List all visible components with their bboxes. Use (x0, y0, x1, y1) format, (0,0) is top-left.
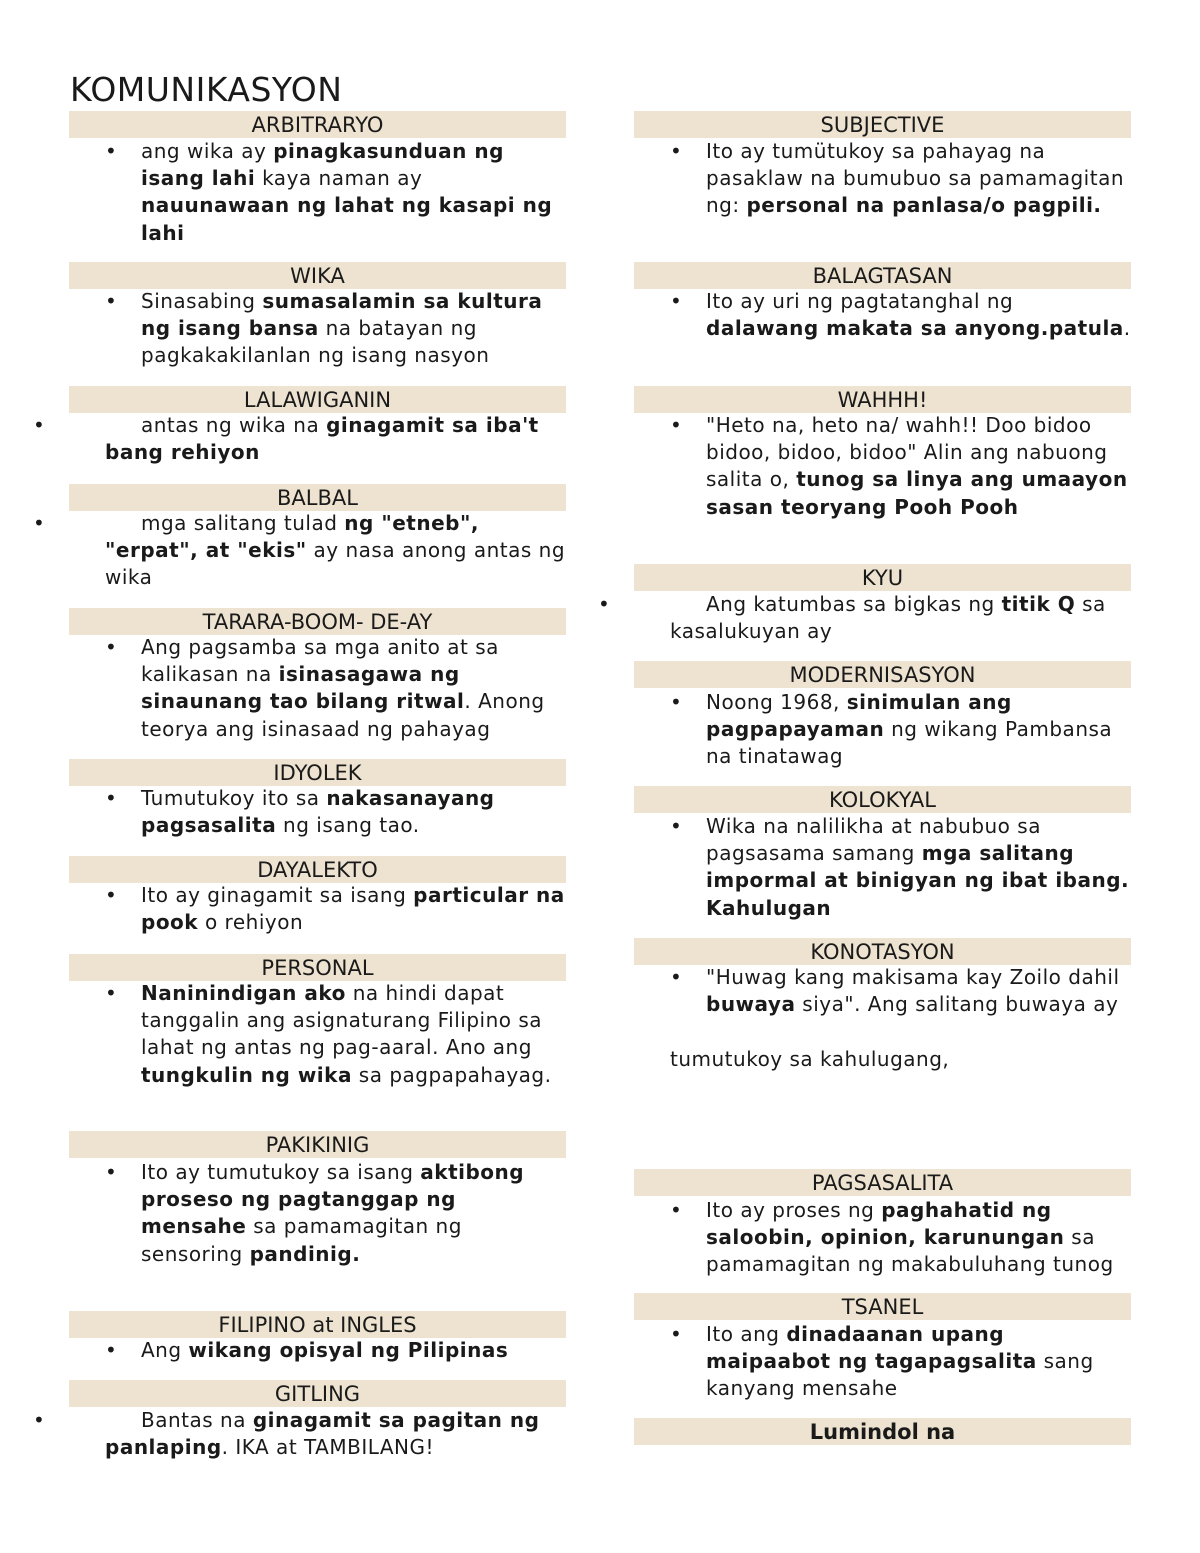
definition-text: sa pagpapahayag. (351, 1062, 552, 1087)
definition-bullet-item (634, 689, 1131, 771)
definition-bullet-item (634, 964, 1131, 1018)
term-heading-lumindol-na: Lumindol na (634, 1418, 1131, 1445)
definition-text: Ito ay tumutukoy sa isang (141, 1160, 421, 1184)
definition-emphasis: wikang opisyal ng Pilipinas (188, 1338, 509, 1362)
definition-bullet-item (598, 591, 1131, 645)
definition-bullet-item (69, 1337, 566, 1364)
definition-bullet-item (33, 510, 566, 592)
definition-text: na batayan ng pagkakakilanlan ng isang nasyon (141, 316, 490, 368)
definition-text: Ang pagsamba sa mga anito at sa kalikasan na (141, 635, 499, 687)
definition-emphasis: mga salitang impormal at binigyan ng ibat ibang. Kahulugan (706, 841, 1130, 920)
definition-emphasis: sinimulan ang pagpapayaman (706, 690, 1012, 742)
definition-emphasis: personal na panlasa/o pagpili. (746, 193, 1102, 218)
definition-text: ng wikang Pambansa na tinatawag (706, 717, 1113, 769)
definition-emphasis: nauunawaan ng lahat ng kasapi ng lahi (141, 193, 553, 245)
page-title: KOMUNIKASYON (70, 70, 343, 109)
definition-text: ay nasa anong antas ng wika (105, 538, 566, 590)
bullet-icon: • (670, 289, 683, 313)
definition-bullet-item (69, 1159, 566, 1268)
definition-text: Bantas na (141, 1408, 253, 1432)
definition-bullet-item (634, 1197, 1131, 1279)
term-heading-personal: PERSONAL (69, 954, 566, 981)
definition-emphasis: pinagkasunduan ng isang lahi (141, 139, 504, 191)
term-heading-balagtasan: BALAGTASAN (634, 262, 1131, 289)
definition-bullet-item (33, 1407, 566, 1461)
bullet-icon: • (670, 1198, 683, 1222)
term-heading-arbitraryo: ARBITRARYO (69, 111, 566, 138)
bullet-icon: • (105, 289, 118, 313)
term-heading-balbal: BALBAL (69, 484, 566, 511)
definition-bullet-item (69, 882, 566, 936)
definition-text: kaya naman ay (255, 166, 423, 191)
definition-text: sa kasalukuyan ay (670, 592, 1106, 644)
definition-text: sang kanyang mensahe (706, 1349, 1094, 1401)
definition-text: Ito ay ginagamit sa isang (141, 883, 414, 907)
bullet-icon: • (670, 814, 683, 838)
definition-text: Tumutukoy ito sa (141, 786, 327, 810)
definition-emphasis: particular na pook (141, 883, 565, 935)
definition-emphasis: pandinig. (249, 1241, 361, 1266)
definition-text: ang wika ay (141, 139, 274, 163)
term-heading-wika: WIKA (69, 262, 566, 289)
definition-emphasis: titik Q (1001, 592, 1076, 616)
definition-text: siya". Ang salitang buwaya ay (795, 992, 1119, 1017)
bullet-icon: • (105, 786, 118, 810)
definition-text: Ito ay proses ng (706, 1198, 882, 1222)
definition-emphasis: paghahatid ng saloobin, opinion, karunungan (706, 1198, 1065, 1250)
definition-text: Ito ang (706, 1322, 787, 1346)
bullet-icon: • (105, 883, 118, 907)
definition-bullet-item (69, 288, 566, 370)
definition-emphasis: Naninindigan ako (141, 981, 346, 1005)
definition-text: sa pamamagitan ng sensoring (141, 1214, 462, 1266)
term-heading-pagsasalita: PAGSASALITA (634, 1169, 1131, 1196)
bullet-icon: • (670, 690, 683, 714)
definition-emphasis: buwaya (706, 992, 796, 1017)
definition-emphasis: dinadaanan upang maipaabot ng tagapagsalita (706, 1322, 1037, 1374)
definition-bullet-item (634, 1321, 1131, 1403)
definition-text: . (1123, 316, 1131, 341)
definition-text: . Anong teorya ang isinasaad ng pahayag (141, 689, 545, 741)
definition-text: antas ng wika na (141, 413, 327, 437)
bullet-icon: • (33, 413, 46, 437)
definition-text: "Huwag kang makisama kay Zoilo dahil (706, 965, 1120, 989)
bullet-icon: • (33, 1408, 46, 1432)
term-heading-tsanel: TSANEL (634, 1293, 1131, 1320)
definition-text: Noong 1968, (706, 690, 847, 714)
definition-emphasis: ginagamit sa iba't bang rehiyon (105, 413, 539, 465)
definition-bullet-item (634, 813, 1131, 922)
definition-text: Ito ay uri ng pagtatanghal ng (706, 289, 1014, 313)
definition-continuation: tumutukoy sa kahulugang, (670, 1047, 950, 1071)
bullet-icon: • (105, 139, 118, 163)
definition-bullet-item (69, 980, 566, 1089)
definition-bullet-item (634, 288, 1131, 342)
definition-text: Ang katumbas sa bigkas ng (706, 592, 1002, 616)
term-heading-idyolek: IDYOLEK (69, 759, 566, 786)
definition-text: mga salitang tulad (141, 511, 345, 535)
bullet-icon: • (33, 511, 46, 535)
term-heading-modernisasyon: MODERNISASYON (634, 661, 1131, 688)
bullet-icon: • (105, 1338, 118, 1362)
definition-bullet-item (33, 412, 566, 466)
term-heading-tarara-boom-de-ay: TARARA-BOOM- DE-AY (69, 608, 566, 635)
definition-text: Wika na nalilikha at nabubuo sa pagsasama samang (706, 814, 1041, 866)
definition-emphasis: ng "etneb", "erpat", at "ekis" (105, 511, 479, 563)
definition-bullet-item (69, 785, 566, 839)
term-heading-pakikinig: PAKIKINIG (69, 1131, 566, 1158)
bullet-icon: • (598, 592, 611, 616)
definition-bullet-item (634, 138, 1131, 220)
term-heading-lalawiganin: LALAWIGANIN (69, 386, 566, 413)
bullet-icon: • (670, 1322, 683, 1346)
term-heading-kyu: KYU (634, 564, 1131, 591)
definition-text: Ang (141, 1338, 189, 1362)
term-heading-kolokyal: KOLOKYAL (634, 786, 1131, 813)
definition-bullet-item (69, 634, 566, 743)
bullet-icon: • (105, 981, 118, 1005)
definition-text: . IKA at TAMBILANG! (221, 1435, 434, 1460)
bullet-icon: • (670, 139, 683, 163)
definition-text: ng isang tao. (276, 813, 420, 838)
definition-bullet-item (69, 138, 566, 247)
definition-emphasis: isinasagawa ng sinaunang tao bilang ritwal (141, 662, 465, 714)
bullet-icon: • (105, 635, 118, 659)
definition-emphasis: dalawang makata sa anyong.patula (706, 316, 1124, 341)
term-heading-gitling: GITLING (69, 1380, 566, 1407)
definition-text: o rehiyon (198, 910, 304, 935)
definition-emphasis: tungkulin ng wika (141, 1062, 352, 1087)
bullet-icon: • (670, 965, 683, 989)
definition-text: Sinasabing (141, 289, 263, 313)
definition-text: sa pamamagitan ng makabuluhang tunog (706, 1225, 1114, 1277)
definition-emphasis: aktibong proseso ng pagtanggap ng mensahe (141, 1160, 525, 1239)
term-heading-filipino-at-ingles: FILIPINO at INGLES (69, 1311, 566, 1338)
definition-emphasis: sumasalamin sa kultura ng isang bansa (141, 289, 543, 341)
bullet-icon: • (105, 1160, 118, 1184)
definition-text: "Heto na, heto na/ wahh!! Doo bidoo bidoo, bidoo, bidoo" Alin ang nabuong salita o, (706, 413, 1108, 492)
term-heading-konotasyon: KONOTASYON (634, 938, 1131, 965)
definition-emphasis: nakasanayang pagsasalita (141, 786, 495, 838)
definition-text: Ito ay tumütukoy sa pahayag na pasaklaw na bumubuo sa pamamagitan ng: (706, 139, 1125, 218)
definition-emphasis: tunog sa linya ang umaayon sasan teoryang Pooh Pooh (706, 467, 1128, 519)
term-heading-wahhh: WAHHH! (634, 386, 1131, 413)
term-heading-dayalekto: DAYALEKTO (69, 856, 566, 883)
term-heading-subjective: SUBJECTIVE (634, 111, 1131, 138)
bullet-icon: • (670, 413, 683, 437)
definition-text: na hindi dapat tanggalin ang asignaturang Filipino sa lahat ng antas ng pag-aaral. Ano ang (141, 981, 543, 1060)
definition-bullet-item (634, 412, 1131, 521)
definition-emphasis: ginagamit sa pagitan ng panlaping (105, 1408, 540, 1460)
